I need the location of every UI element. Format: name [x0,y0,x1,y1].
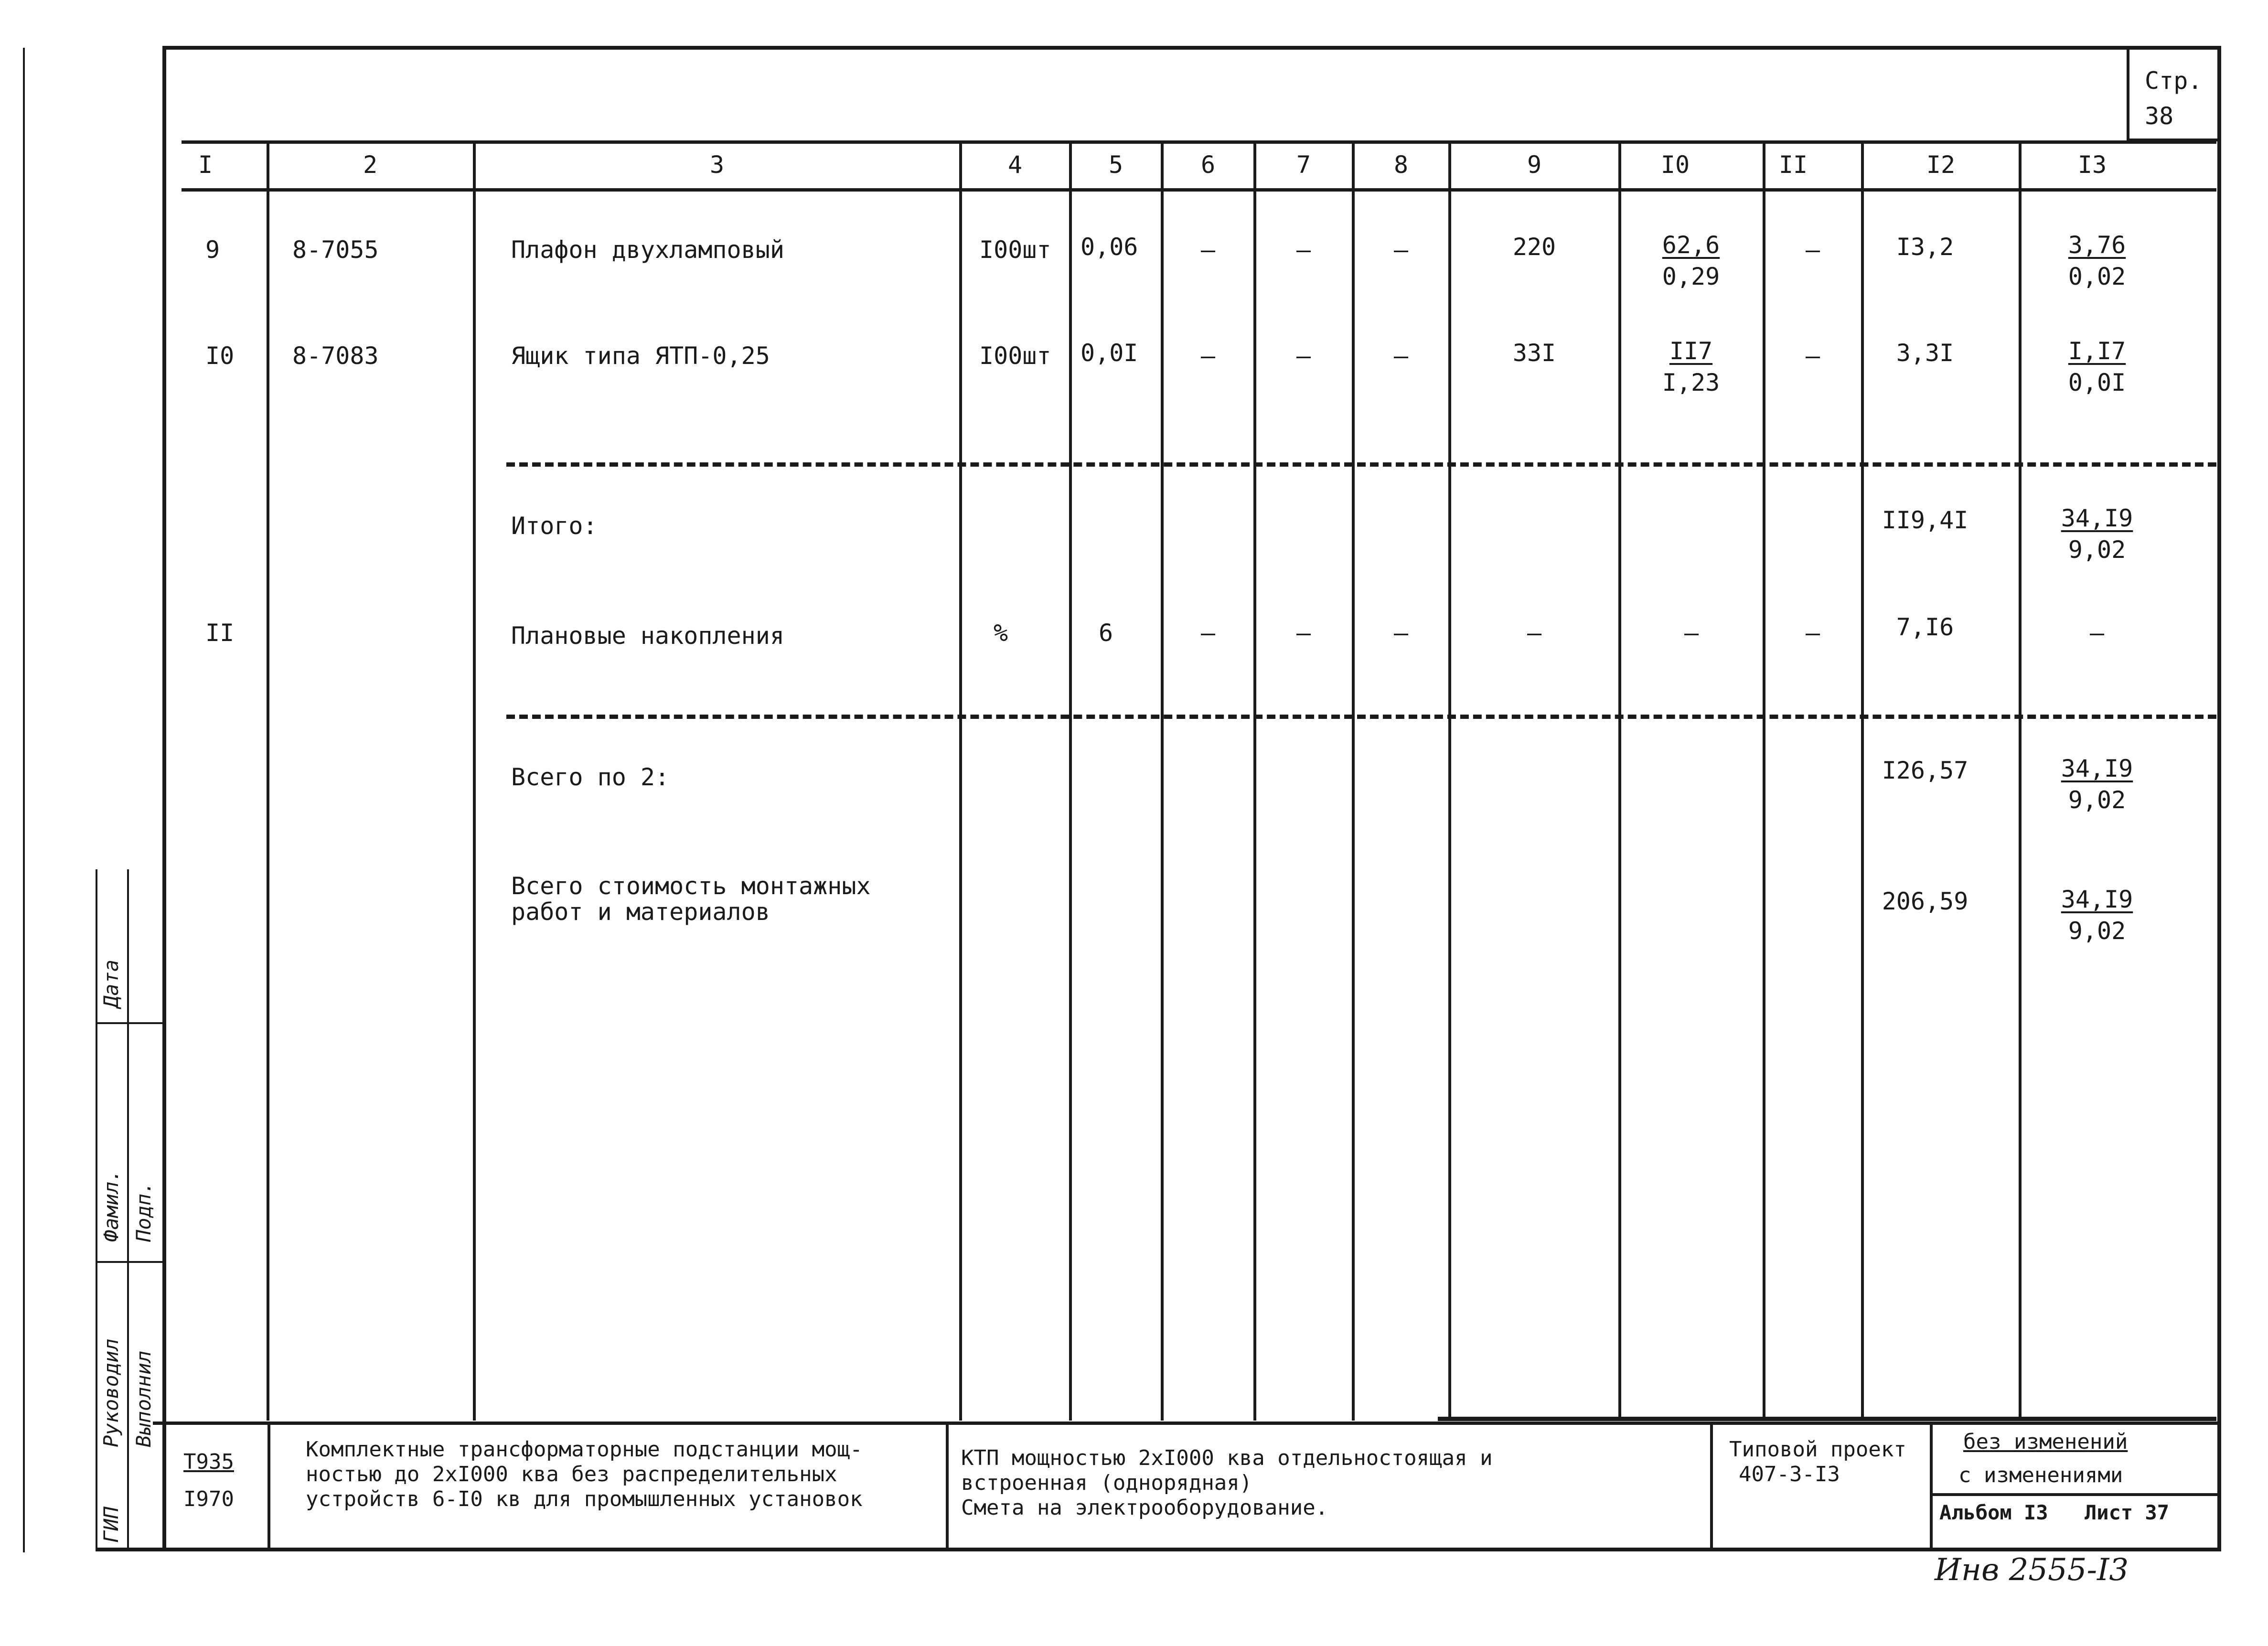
vsego2-label: Всего по 2: [511,763,670,791]
side-label-gip: ГИП [99,1507,123,1543]
page-label: Стр. [2145,67,2203,95]
stamp-sub-2: встроенная (однорядная) [961,1471,1252,1495]
vsego2-c12: I26,57 [1882,757,1968,784]
stamp-title-1: Комплектные трансформаторные подстанции мощ- [306,1437,863,1462]
plan-c10: – [1684,619,1699,647]
plan-c13: – [2089,619,2105,647]
row10-c13: $\frac{I,I7}{0,0I}$ [2068,337,2126,396]
col-header-2: 2 [363,151,378,179]
inventory-number: Инв 2555-I3 [1935,1552,2129,1588]
stamp-top-line [153,1422,2221,1425]
vsego-total-label-2: работ и материалов [511,898,770,926]
col-header-11: II [1778,151,1808,179]
frame-right [2217,46,2221,1550]
row10-c9: 33I [1512,339,1556,367]
col-header-8: 8 [1393,151,1409,179]
plan-c7: – [1296,619,1311,647]
row10-c7: – [1296,342,1311,370]
plan-label: Плановые накопления [511,622,784,650]
stamp-album: Альбом I3 [1939,1501,2048,1524]
plan-c11: – [1805,619,1820,647]
plan-c8: – [1393,619,1409,647]
row9-c13: $\frac{3,76}{0,02}$ [2068,231,2126,290]
header-bottom-line [182,188,2216,192]
col-header-7: 7 [1296,151,1311,179]
frame-top [162,46,2221,50]
row10-c6: – [1200,342,1216,370]
plan-c12: 7,I6 [1896,613,1954,641]
vsego-total-c12: 206,59 [1882,887,1968,915]
row9-c12: I3,2 [1896,233,1954,261]
vsego-total-label-1: Всего стоимость монтажных [511,872,871,900]
row9-c9: 220 [1512,233,1556,261]
col-header-10: I0 [1660,151,1690,179]
plan-c6: – [1200,619,1216,647]
side-label-podpis: Подп. [132,1181,155,1242]
header-top-line [182,140,2216,144]
col-header-3: 3 [709,151,725,179]
row10-number: I0 [205,342,235,370]
col-header-12: I2 [1926,151,1956,179]
row10-c11: – [1805,342,1820,370]
row9-number: 9 [205,236,220,264]
stamp-changes-2: с изменениями [1958,1463,2123,1487]
plan-qty: 6 [1099,619,1113,647]
dashed-separator-2 [506,715,2216,719]
stamp-title-2: ностью до 2хI000 ква без распределительных [306,1462,837,1486]
plan-c9: – [1527,619,1542,647]
stamp-sheet: Лист 37 [2085,1501,2170,1524]
stamp-sub-1: КТП мощностью 2хI000 ква отдельностоящая и [961,1446,1493,1470]
frame-left [162,46,166,1550]
row10-code: 8-7083 [292,342,379,370]
itogo-label: Итого: [511,512,598,540]
row9-code: 8-7055 [292,236,379,264]
stamp-project-1: Типовой проект [1729,1437,1906,1462]
col-header-6: 6 [1200,151,1216,179]
stamp-title-3: устройств 6-I0 кв для промышленных установок [306,1487,863,1511]
row9-unit: I00шт [979,236,1051,264]
itogo-c12: II9,4I [1882,506,1968,534]
col-header-5: 5 [1108,151,1123,179]
row9-c10: $\frac{62,6}{0,29}$ [1662,231,1720,290]
row9-qty: 0,06 [1081,233,1138,261]
side-label-familia: Фамил. [99,1169,123,1242]
side-label-vypolnil: Выполнил [132,1350,155,1447]
stamp-project-2: 407-3-I3 [1739,1462,1840,1486]
col-header-9: 9 [1527,151,1542,179]
row10-c10: $\frac{II7}{I,23}$ [1662,337,1720,396]
dashed-separator-1 [506,462,2216,467]
side-label-rukovod: Руководил [99,1338,123,1447]
row10-c8: – [1393,342,1409,370]
row9-c11: – [1805,236,1820,264]
plan-number: II [205,619,235,647]
left-margin-line [23,48,25,1552]
page-number: 38 [2145,102,2174,130]
stamp-changes-1: без изменений [1963,1430,2128,1454]
plan-unit: % [994,619,1008,647]
itogo-c13: $\frac{34,I9}{9,02}$ [2061,504,2133,564]
row9-c7: – [1296,236,1311,264]
row9-c8: – [1393,236,1409,264]
vsego2-c13: $\frac{34,I9}{9,02}$ [2061,755,2133,814]
row9-c6: – [1200,236,1216,264]
side-label-data: Дата [99,959,123,1008]
row10-qty: 0,0I [1081,339,1138,367]
col-header-13: I3 [2077,151,2107,179]
vsego-total-c13: $\frac{34,I9}{9,02}$ [2061,886,2133,945]
frame-bottom [96,1548,2221,1551]
stamp-org-2: I970 [183,1487,234,1511]
col-header-1: I [198,151,213,179]
row10-c12: 3,3I [1896,339,1954,367]
row10-name: Ящик типа ЯТП-0,25 [511,342,770,370]
stamp-sub-3: Смета на электрооборудование. [961,1496,1328,1520]
stamp-org-1: Т935 [183,1450,234,1474]
row9-name: Плафон двухламповый [511,236,784,264]
col-header-4: 4 [1007,151,1023,179]
row10-unit: I00шт [979,342,1051,370]
